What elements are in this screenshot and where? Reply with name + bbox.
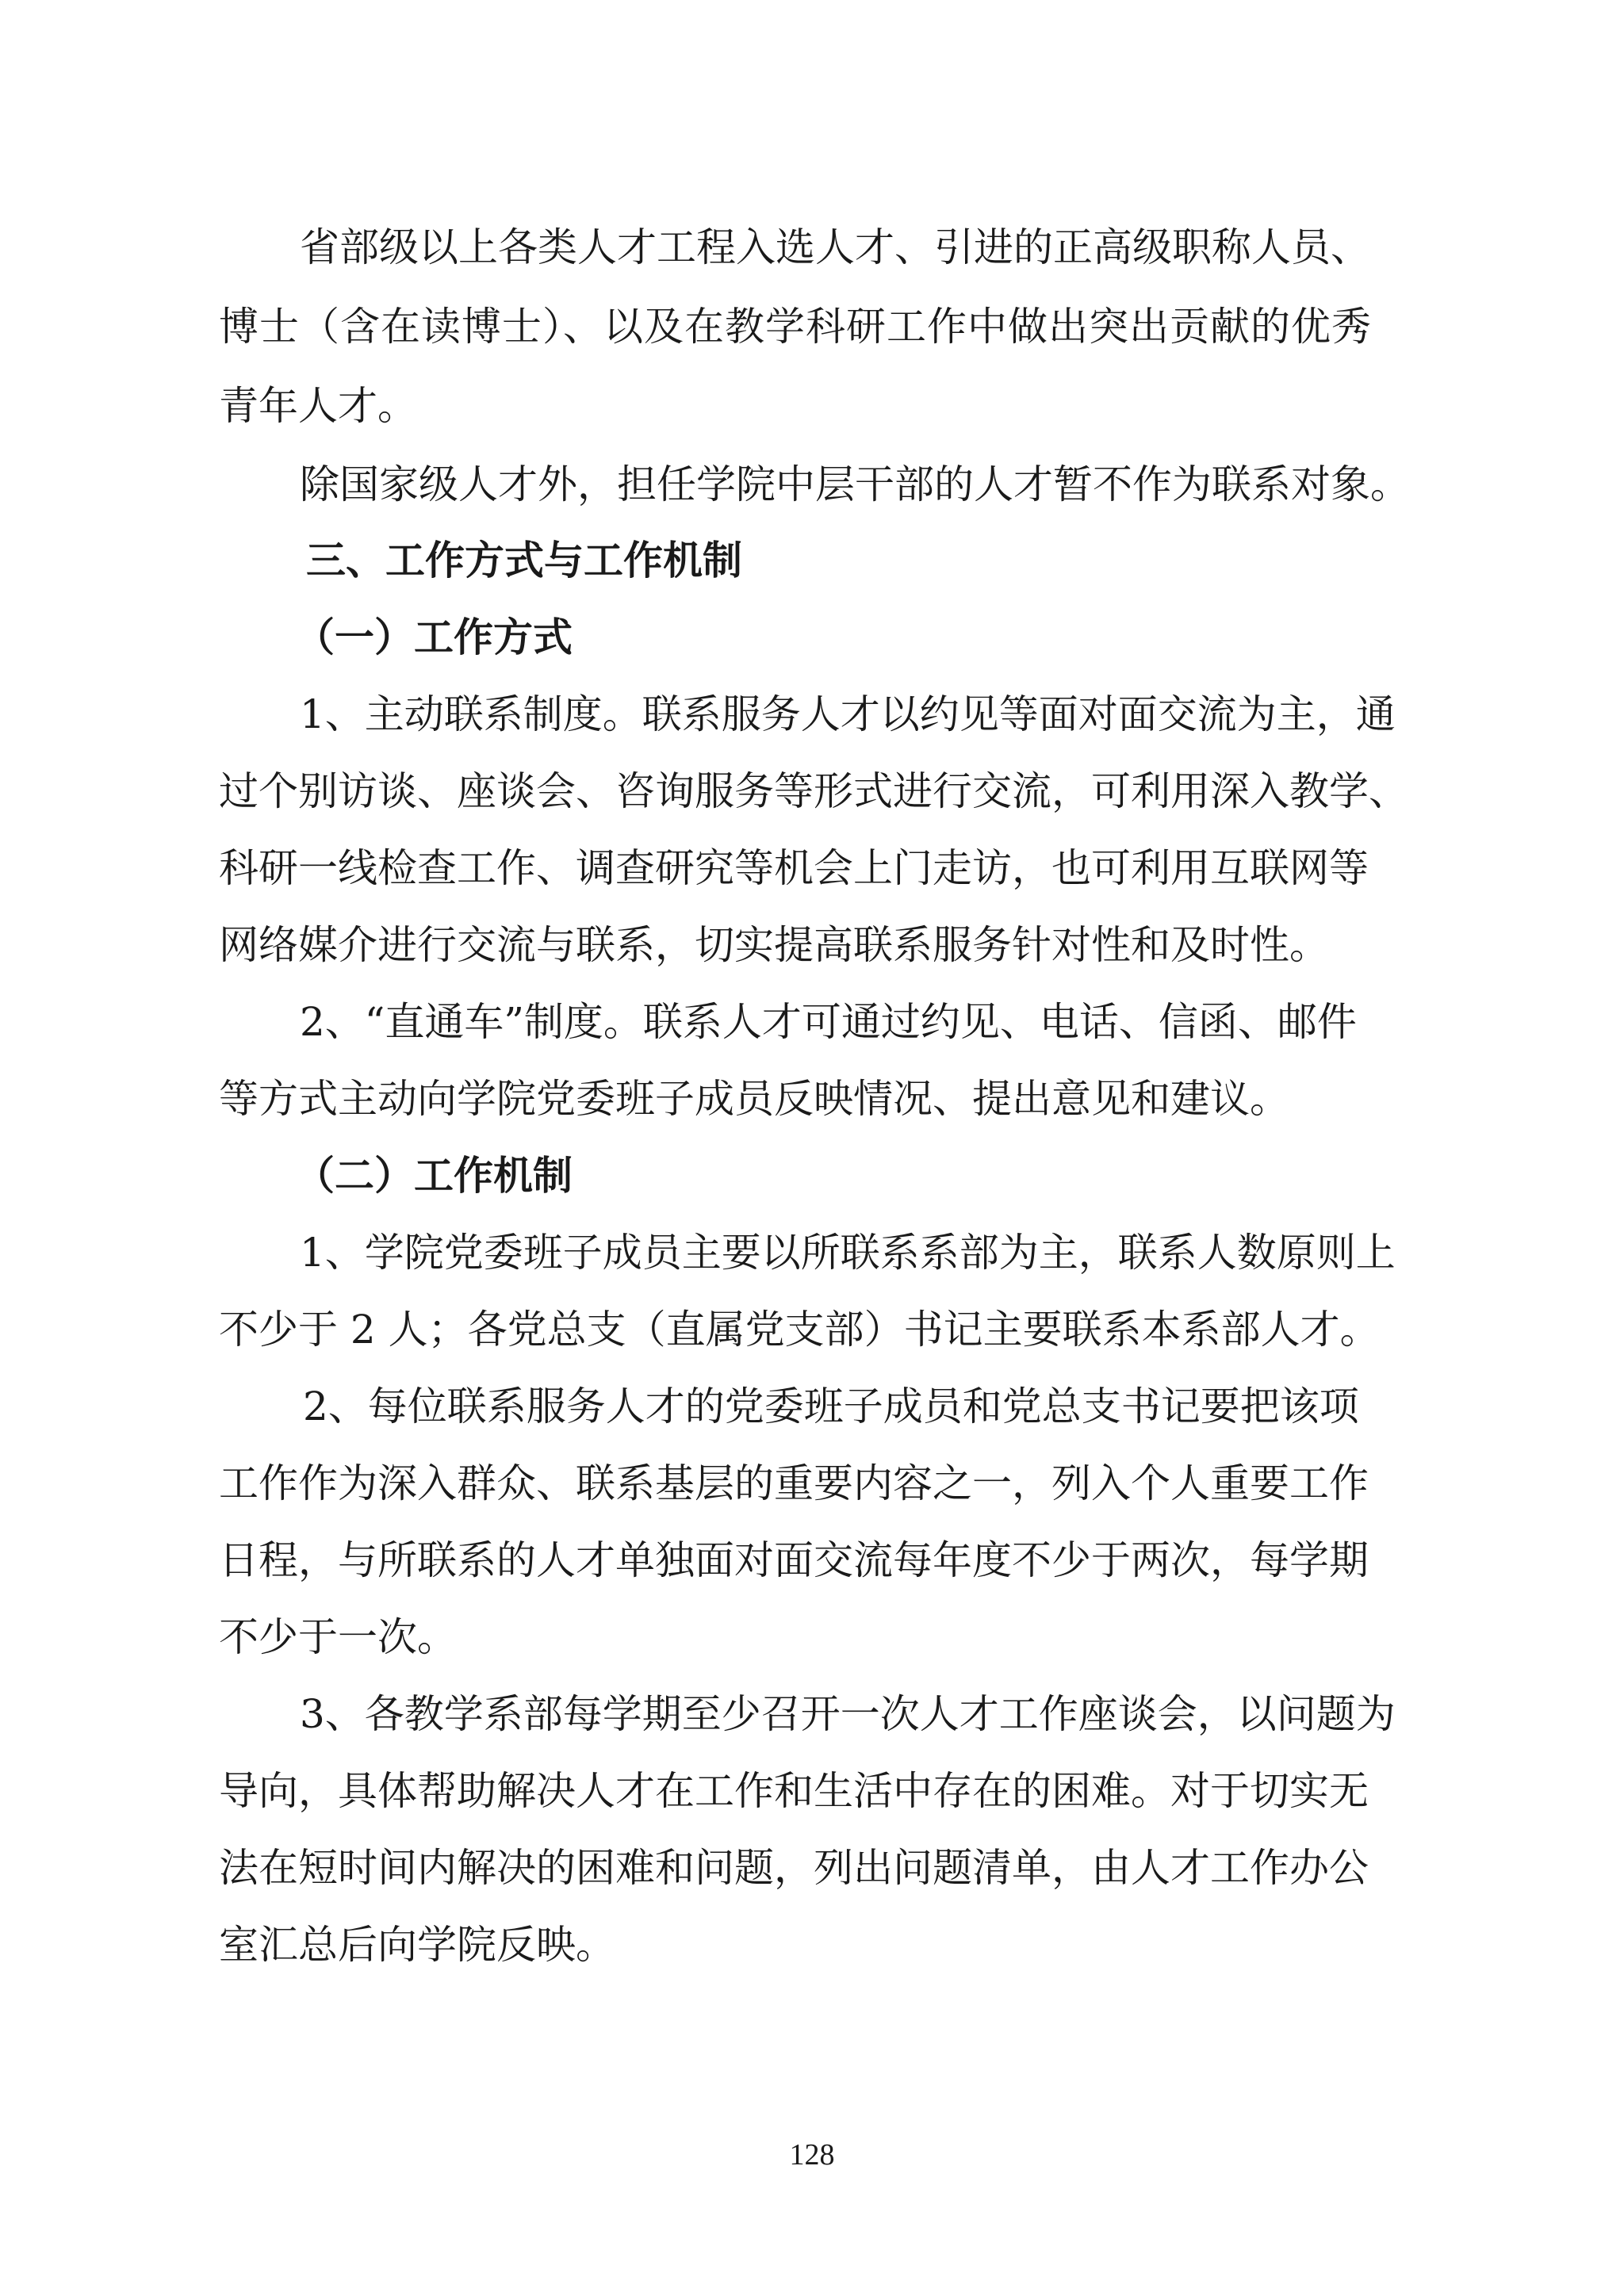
paragraph-line: 青年人才。 (219, 383, 417, 429)
paragraph-line: 网络媒介进行交流与联系，切实提高联系服务针对性和及时性。 (219, 922, 1329, 968)
paragraph-line: 科研一线检查工作、调查研究等机会上门走访，也可利用互联网等 (219, 845, 1369, 891)
paragraph-line: 工作作为深入群众、联系基层的重要内容之一，列入个人重要工作 (219, 1460, 1369, 1506)
paragraph-line: 过个别访谈、座谈会、咨询服务等形式进行交流，可利用深入教学、 (219, 768, 1408, 814)
paragraph-line: 不少于一次。 (219, 1614, 457, 1660)
subsection-heading: （二）工作机制 (295, 1153, 573, 1199)
subsection-heading: （一）工作方式 (295, 614, 573, 660)
paragraph-line: 3、各教学系部每学期至少召开一次人才工作座谈会，以问题为 (300, 1691, 1396, 1737)
paragraph-line: 法在短时间内解决的困难和问题，列出问题清单，由人才工作办公 (219, 1845, 1369, 1891)
paragraph-line: 等方式主动向学院党委班子成员反映情况、提出意见和建议。 (219, 1076, 1289, 1122)
paragraph-line: 导向，具体帮助解决人才在工作和生活中存在的困难。对于切实无 (219, 1768, 1369, 1814)
paragraph-line: 2、每位联系服务人才的党委班子成员和党总支书记要把该项 (303, 1383, 1359, 1429)
paragraph-line: 1、学院党委班子成员主要以所联系系部为主，联系人数原则上 (300, 1230, 1396, 1276)
paragraph-line: 不少于 2 人；各党总支（直属党支部）书记主要联系本系部人才。 (219, 1307, 1380, 1353)
paragraph-line: 2、“直通车”制度。联系人才可通过约见、电话、信函、邮件 (300, 999, 1357, 1045)
paragraph-line: 室汇总后向学院反映。 (219, 1922, 615, 1968)
paragraph-line: 日程，与所联系的人才单独面对面交流每年度不少于两次，每学期 (219, 1537, 1369, 1583)
page-number: 128 (789, 2138, 835, 2172)
paragraph-line: 1、主动联系制度。联系服务人才以约见等面对面交流为主，通 (300, 691, 1396, 737)
paragraph-line: 省部级以上各类人才工程入选人才、引进的正高级职称人员、 (300, 224, 1370, 270)
paragraph-line: 除国家级人才外，担任学院中层干部的人才暂不作为联系对象。 (300, 461, 1410, 507)
paragraph-line: 博士（含在读博士）、以及在教学科研工作中做出突出贡献的优秀 (219, 304, 1372, 350)
section-heading: 三、工作方式与工作机制 (306, 538, 742, 584)
